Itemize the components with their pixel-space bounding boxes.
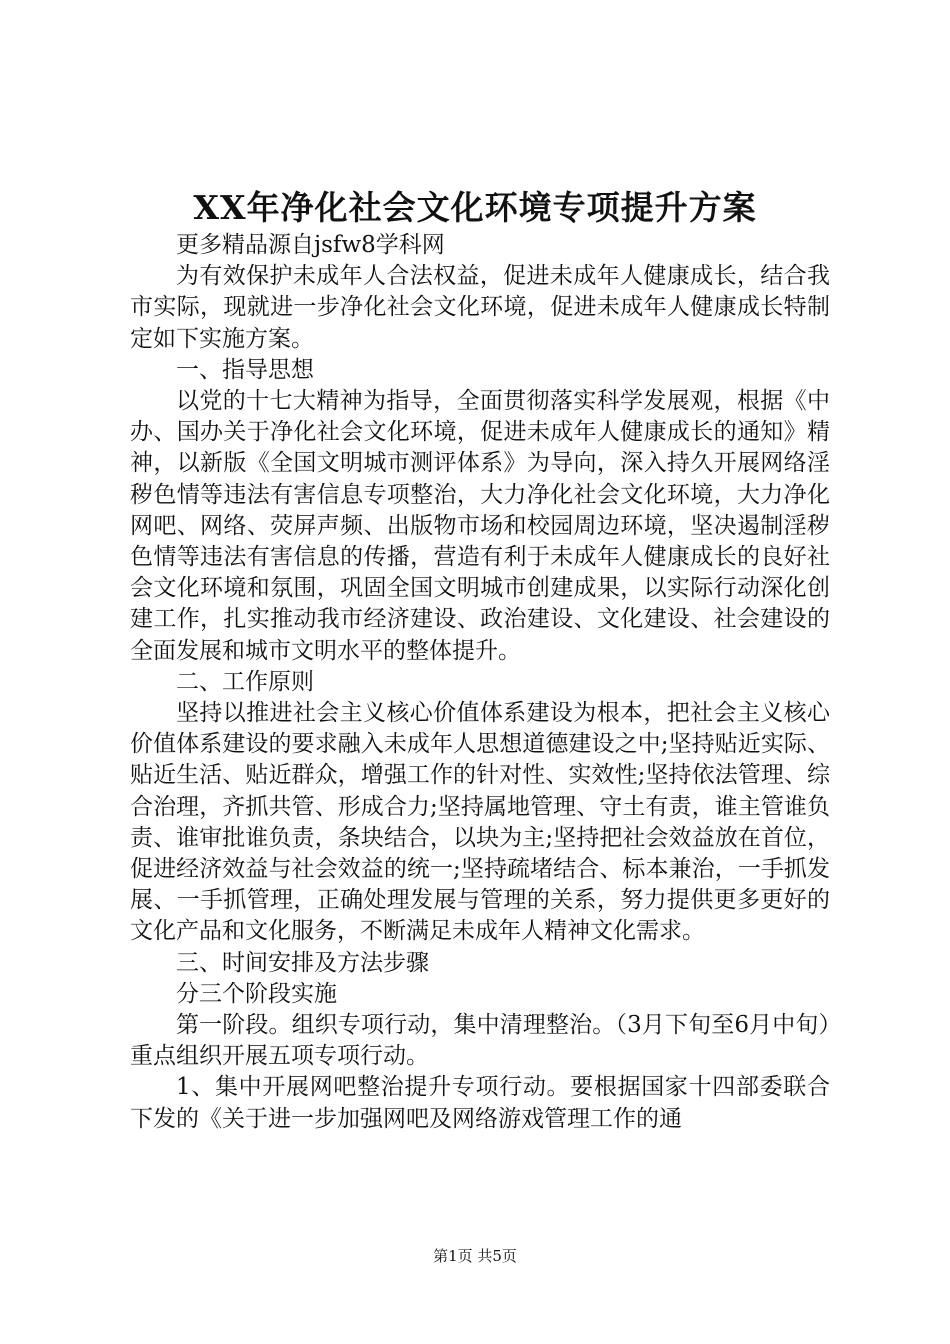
schedule-intro: 分三个阶段实施: [176, 980, 337, 1007]
phase-one-paragraph: 第一阶段。组织专项行动，集中清理整治。（3月下旬至6月中旬）重点组织开展五项专项行动。: [130, 1012, 830, 1070]
section-heading-schedule: 三、时间安排及方法步骤: [176, 949, 429, 976]
item-one-paragraph: 1、集中开展网吧整治提升专项行动。要根据国家十四部委联合下发的《关于进一步加强网吧及网络游戏管理工作的通: [130, 1074, 830, 1132]
section-heading-guiding-ideology: 一、指导思想: [176, 356, 314, 383]
page-footer: 第1页 共5页: [433, 1247, 517, 1265]
document-body: [130, 230, 830, 1135]
work-principles-paragraph: 坚持以推进社会主义核心价值体系建设为根本，把社会主义核心价值体系建设的要求融入未成年人思想道德建设之中;坚持贴近实际、贴近生活、贴近群众，增强工作的针对性、实效性;坚持依法管理、综合治理，齐抓共管、形成合力;坚持属地管理、守土有责，谁主管谁负责、谁审批谁负责，条块结合，以块为主;坚持把社会效益放在首位，促进经济效益与社会效益的统一;坚持疏堵结合、标本兼治，一手抓发展、一手抓管理，正确处理发展与管理的关系，努力提供更多更好的文化产品和文化服务，不断满足未成年人精神文化需求。: [130, 700, 830, 945]
guiding-ideology-paragraph: 以党的十七大精神为指导，全面贯彻落实科学发展观，根据《中办、国办关于净化社会文化环境，促进未成年人健康成长的通知》精神，以新版《全国文明城市测评体系》为导向，深入持久开展网络淫秽色情等违法有害信息专项整治，大力净化社会文化环境，大力净化网吧、网络、荧屏声频、出版物市场和校园周边环境，坚决遏制淫秽色情等违法有害信息的传播，营造有利于未成年人健康成长的良好社会文化环境和氛围，巩固全国文明城市创建成果，以实际行动深化创建工作，扎实推动我市经济建设、政治建设、文化建设、社会建设的全面发展和城市文明水平的整体提升。: [130, 388, 830, 664]
source-note: 更多精品源自jsfw8学科网: [176, 232, 445, 258]
section-heading-work-principles: 二、工作原则: [176, 668, 314, 695]
intro-paragraph: 为有效保护未成年人合法权益，促进未成年人健康成长，结合我市实际，现就进一步净化社会文化环境，促进未成年人健康成长特制定如下实施方案。: [130, 263, 830, 352]
document-title: XX年净化社会文化环境专项提升方案: [193, 188, 757, 227]
